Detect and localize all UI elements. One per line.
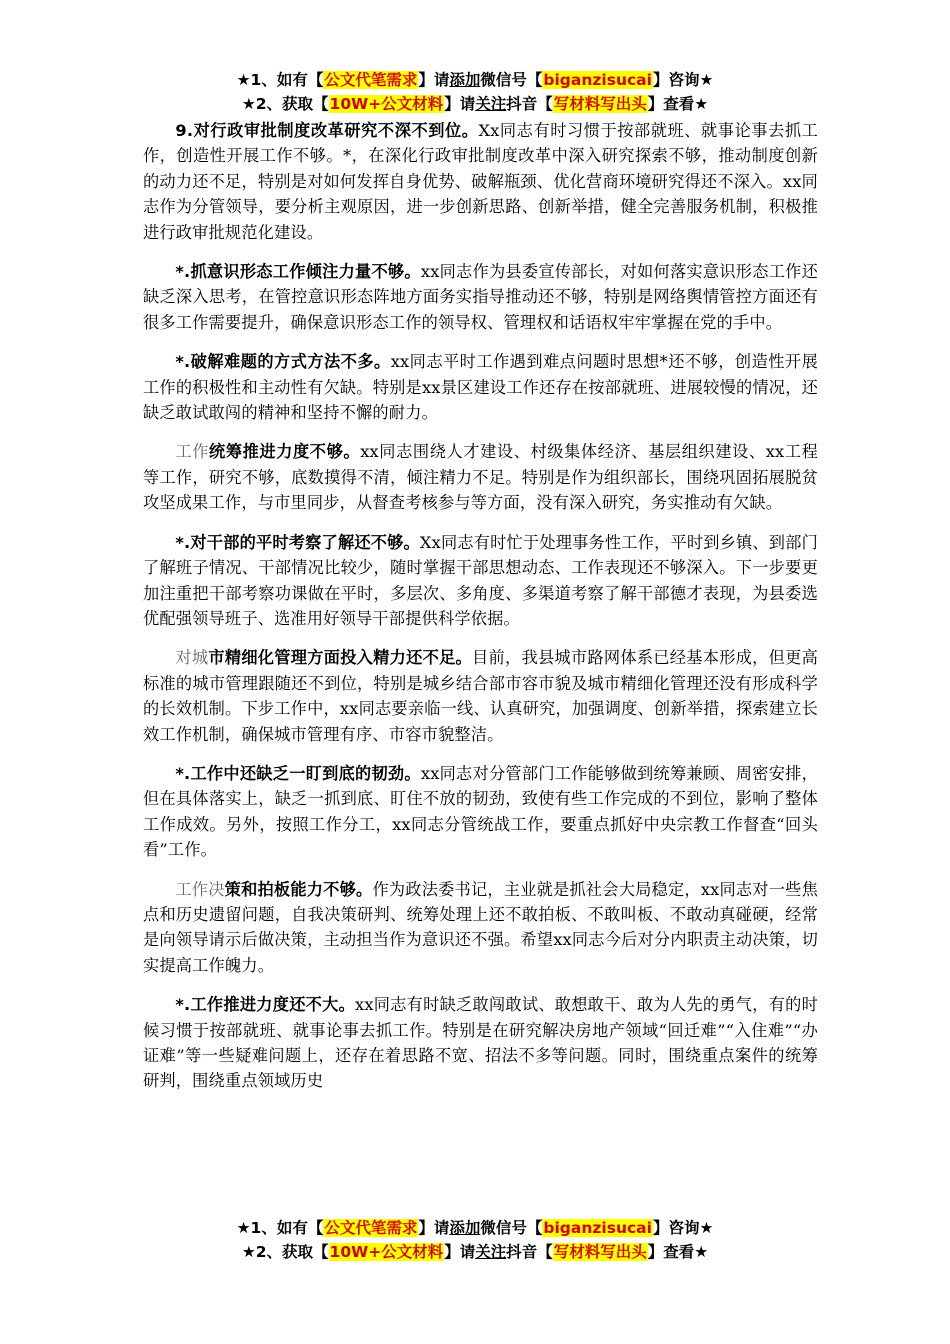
paragraph bbox=[143, 992, 818, 1094]
paragraph-body: 作为政法委书记，主业就是抓社会大局稳定，xx同志对一些焦点和历史遗留问题，自我决策研判、统筹处理上还不敢拍板、不敢叫板、不敢动真碰硬，经常是向领导请示后做决策，主动担当作为意识还不强。希望xx同志今后对分内职责主动决策，切实提高工作魄力。 bbox=[143, 879, 818, 975]
paragraph-heading: *.对干部的平时考察了解还不够。 bbox=[175, 532, 420, 552]
paragraph-heading: 对城市精细化管理方面投入精力还不足。 bbox=[175, 648, 473, 668]
paragraph bbox=[143, 645, 818, 747]
paragraph-heading: *.工作中还缺乏一盯到底的韧劲。 bbox=[175, 763, 421, 783]
footer-line-2: ★2、获取【10W+公文材料】请关注抖音【写材料写出头】查看★ bbox=[241, 1243, 709, 1261]
wechat-id: biganzisucai bbox=[543, 71, 652, 89]
paragraph bbox=[143, 877, 818, 979]
paragraph-heading: 工作统筹推进力度不够。 bbox=[175, 442, 361, 462]
paragraph-heading: 工作决策和拍板能力不够。 bbox=[175, 879, 373, 899]
paragraph-body: Xx同志有时习惯于按部就班、就事论事去抓工作，创造性开展工作不够。*，在深化行政审批制度改革中深入研究探索不够，推动制度创新的动力还不足，特别是对如何发挥自身优势、破解瓶颈、优化营商环境研究得还不深入。xx同志作为分管领导，要分析主观原因，进一步创新思路、创新举措，健全完善服务机制，积极推进行政审批规范化建设。 bbox=[143, 121, 818, 242]
douyin-id: 写材料写出头 bbox=[553, 1243, 647, 1261]
paragraph bbox=[143, 761, 818, 863]
douyin-id: 写材料写出头 bbox=[553, 95, 647, 113]
paragraph bbox=[143, 118, 818, 245]
header-line-1: ★1、如有【公文代笔需求】请添加微信号【biganzisucai】咨询★ bbox=[236, 71, 714, 89]
paragraph-body: xx同志作为县委宣传部长，对如何落实意识形态工作还缺乏深入思考，在管控意识形态阵地方面务实指导推动还不够，特别是网络舆情管控方面还有很多工作需要提升，确保意识形态工作的领导权、管理权和话语权牢牢掌握在党的手中。 bbox=[143, 262, 818, 332]
header-banner bbox=[0, 68, 950, 116]
paragraph-heading: *.抓意识形态工作倾注力量不够。 bbox=[175, 262, 421, 282]
paragraph-body: xx同志有时缺乏敢闯敢试、敢想敢干、敢为人先的勇气，有的时候习惯于按部就班、就事论事去抓工作。特别是在研究解决房地产领域“回迁难”“入住难”“办证难”等一些疑难问题上，还存在着思路不宽、招法不多等问题。同时，围绕重点案件的统筹研判，围绕重点领域历史 bbox=[143, 995, 818, 1091]
paragraph-body: xx同志平时工作遇到难点问题时思想*还不够，创造性开展工作的积极性和主动性有欠缺。特别是xx景区建设工作还存在按部就班、进展较慢的情况，还缺乏敢试敢闯的精神和坚持不懈的耐力。 bbox=[143, 352, 818, 423]
paragraph-body: xx同志围绕人才建设、村级集体经济、基层组织建设、xx工程等工作，研究不够，底数摸得不清，倾注精力不足。特别是作为组织部长，围绕巩固拓展脱贫攻坚成果工作，与市里同步，从督查考核参与等方面，没有深入研究，务实推动有欠缺。 bbox=[143, 442, 818, 513]
paragraph bbox=[143, 259, 818, 335]
document-body bbox=[143, 118, 818, 1108]
highlight-text: 10W+公文材料 bbox=[329, 1243, 444, 1261]
footer-banner bbox=[0, 1216, 950, 1264]
highlight-text: 公文代笔需求 bbox=[324, 71, 418, 89]
paragraph-body: Xx同志有时忙于处理事务性工作，平时到乡镇、到部门了解班子情况、干部情况比较少，随时掌握干部思想动态、工作表现还不够深入。下一步要更加注重把干部考察功课做在平时，多层次、多角度、多渠道考察了解干部德才表现，为县委选优配强领导班子、选准用好领导干部提供科学依据。 bbox=[143, 532, 818, 628]
paragraph bbox=[143, 439, 818, 515]
highlight-text: 公文代笔需求 bbox=[324, 1219, 418, 1237]
paragraph bbox=[143, 349, 818, 425]
paragraph-heading: 9.对行政审批制度改革研究不深不到位。 bbox=[175, 121, 479, 140]
footer-line-1: ★1、如有【公文代笔需求】请添加微信号【biganzisucai】咨询★ bbox=[236, 1219, 714, 1237]
header-line-2: ★2、获取【10W+公文材料】请关注抖音【写材料写出头】查看★ bbox=[241, 95, 709, 113]
paragraph bbox=[143, 530, 818, 632]
highlight-text: 10W+公文材料 bbox=[329, 95, 444, 113]
wechat-id: biganzisucai bbox=[543, 1219, 652, 1237]
paragraph-heading: *.工作推进力度还不大。 bbox=[175, 995, 356, 1015]
paragraph-body: xx同志对分管部门工作能够做到统筹兼顾、周密安排，但在具体落实上，缺乏一抓到底、盯住不放的韧劲，致使有些工作完成的不到位，影响了整体工作成效。另外，按照工作分工，xx同志分管统战工作，要重点抓好中央宗教工作督查“回头看”工作。 bbox=[143, 763, 818, 860]
paragraph-body: 目前，我县城市路网体系已经基本形成，但更高标准的城市管理跟随还不到位，特别是城乡结合部市容市貌及城市精细化管理还没有形成科学的长效机制。下步工作中，xx同志要亲临一线、认真研究，加强调度、创新举措，探索建立长效工作机制，确保城市管理有序、市容市貌整洁。 bbox=[143, 648, 819, 744]
paragraph-heading: *.破解难题的方式方法不多。 bbox=[175, 352, 391, 372]
